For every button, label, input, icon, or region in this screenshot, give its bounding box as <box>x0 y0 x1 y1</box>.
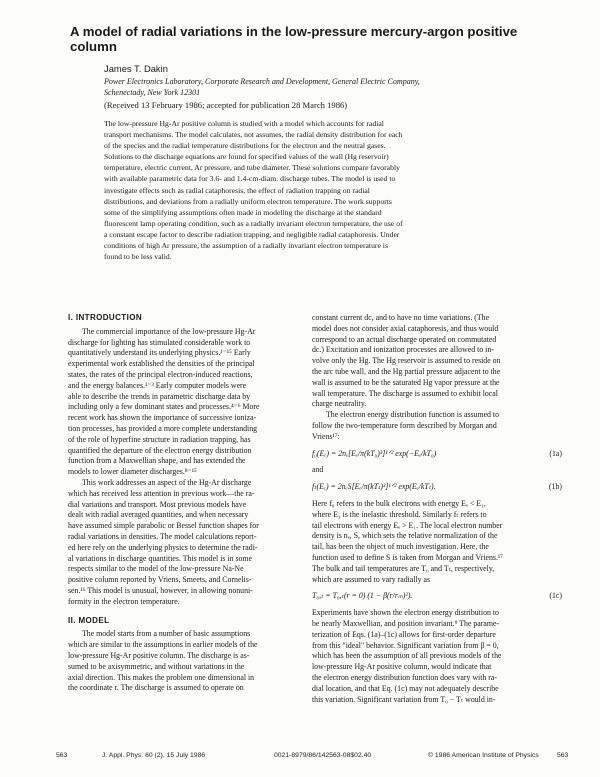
text-line: able to describe the trends in parametric discharge data by <box>68 391 251 401</box>
affiliation-line: Power Electronics Laboratory, Corporate Research and Development, General Electric Company, <box>104 77 420 86</box>
text-line: of the role of hyperfine structure in radiation trapping, has <box>68 434 251 444</box>
affiliation <box>104 76 524 98</box>
abstract-line: fluorescent lamp operating condition, such as a radially invariant electron temperature, the use of <box>104 218 403 228</box>
equation-1a <box>312 449 562 460</box>
text-line: recent work has shown the importance of successive ioniza- <box>68 413 257 423</box>
text-line: tail, has been the object of much investigation. Here, the <box>312 542 489 552</box>
abstract-line: The low-pressure Hg-Ar positive column is studied with a model which accounts for radial <box>104 119 384 128</box>
equation-text: fₜ(Eₑ) = 2nₑS[Eₑ/π(kTₜ)³]¹ᐟ² exp(Eₑ/kTₜ). <box>312 482 436 492</box>
text-line: Here f₀ refers to the bulk electrons with energy Eₑ < E₁, <box>312 498 486 508</box>
text-line: the electron energy distribution function does vary with ra- <box>312 672 498 682</box>
text-line: models to lower diameter discharges.⁸⁻¹⁵ <box>68 467 197 477</box>
text-line: formity in the electron temperature. <box>68 596 180 606</box>
text-line: the coordinate r. The discharge is assumed to operate on <box>68 683 244 693</box>
text-line: dc.) Excitation and ionization processes are allowed to in- <box>312 345 494 355</box>
paper-title: A model of radial variations in the low-pressure mercury-argon positive column <box>70 24 518 54</box>
text-line: this variation. Significant variation from T₀ − Tₜ would in- <box>312 694 496 704</box>
text-line: tion processes, has provided a more complete understanding <box>68 423 258 433</box>
text-line: which are similar to the assumptions in earlier models of the <box>68 640 258 650</box>
equation-text: T₀,ₜ = T₀,ₜ(r = 0) (1 − β(r/rₘ)²). <box>312 591 413 601</box>
text-line: the arc tube wall, and the Hg partial pressure adjacent to the <box>312 366 501 376</box>
text-line: terization of Eqs. (1a)–(1c) allows for first-order departure <box>312 629 496 639</box>
text-line: dial variations and transport. Most previous models have <box>68 499 247 509</box>
equation-1c <box>312 591 562 602</box>
text-line: Experiments have shown the electron energy distribution to <box>312 608 499 618</box>
equation-number: (1b) <box>548 482 562 492</box>
text-line: have assumed simple parabolic or Bessel function shapes for <box>68 521 259 531</box>
text-line: correspond to an actual discharge operated on commutated <box>312 334 497 344</box>
text-line: quantified the departure of the electron energy distribution <box>68 445 252 455</box>
author-name: James T. Dakin <box>104 63 168 74</box>
text-line: Vriens¹⁷: <box>312 431 340 441</box>
text-line: volve only the Hg. The Hg reservoir is assumed to reside on <box>312 356 501 366</box>
text-line: low-pressure Hg-Ar positive column, would indicate that <box>312 662 492 672</box>
text-line: from this "ideal" behavior. Significant variation from β = 0, <box>312 640 499 650</box>
text-line: discharge for lighting has stimulated considerable work to <box>68 337 251 347</box>
text-line: density is nₑ, S, which sets the relative normalization of the <box>312 531 498 541</box>
text-line: The model starts from a number of basic assumptions <box>82 629 251 639</box>
abstract-line: conditions of high Ar pressure, the assumption of a radially invariant electron temperature is <box>104 241 388 251</box>
text-line: where E₁ is the inelastic threshold. Similarly fₜ refers to <box>312 509 487 519</box>
equation-text: f₀(Eₑ) = 2nₑ[Eₑ/π(kT₀)³]¹ᐟ² exp(−Eₑ/kT₀) <box>312 448 437 458</box>
text-line: The bulk and tail temperatures are T₀ and Tₜ, respectively, <box>312 563 495 573</box>
right-column <box>312 313 562 705</box>
text-line: tail electrons with energy Eₑ > E₁. The local electron number <box>312 520 503 530</box>
text-line: model does not consider axial cataphoresis, and thus would <box>312 323 499 333</box>
text-line: dealt with radial averaged quantities, and when necessary <box>68 510 249 520</box>
text-line: which has received less attention in previous work—the ra- <box>68 488 255 498</box>
abstract-line: found to be less valid. <box>104 252 172 262</box>
text-line: follow the two-temperature form described by Morgan and <box>312 420 497 430</box>
copyright-notice: © 1986 American Institute of Physics <box>428 752 539 759</box>
equation-1b <box>312 482 562 493</box>
text-line: constant current dc, and to have no time variations. (The <box>312 313 490 322</box>
section-heading-introduction: I. INTRODUCTION <box>68 313 142 322</box>
abstract-line: with available parametric data for 3.6- and 1.4-cm-diam. discharge tubes. The model is used to <box>104 174 396 184</box>
text-line: low-pressure Hg-Ar positive column. The discharge is as- <box>68 650 250 660</box>
text-line: sumed to be axisymmetric, and without variations in the <box>68 661 245 671</box>
journal-citation: J. Appl. Phys. 60 (2), 15 July 1986 <box>102 752 206 759</box>
text-line: quantitatively understand its underlying physics.¹⁻¹⁵ Early <box>68 348 251 358</box>
text-line: ed here rely on the underlying physics to determine the radi- <box>68 542 258 552</box>
affiliation-line: Schenectady, New York 12301 <box>104 88 201 97</box>
received-date: (Received 13 February 1986; accepted for publication 28 March 1986) <box>104 100 348 110</box>
abstract-line: temperature, electric current, Ar pressure, and tube diameter. These solutions compare favorably <box>104 163 400 173</box>
left-column <box>68 313 307 694</box>
abstract-line: distributions, and deviations from a radially uniform electron temperature. The work supports <box>104 196 392 206</box>
text-line: which has been the assumption of all previous models of the <box>312 651 502 661</box>
text-line: positive column reported by Vriens, Smeets, and Cornelis- <box>68 575 252 585</box>
abstract-line: a constant escape factor to describe radiation trapping, and negligible radial cataphoresis. Under <box>104 229 400 239</box>
abstract-line: Solutions to the discharge equations are found for specified values of the wall (Hg reservoir) <box>104 152 389 162</box>
text-line: radial variations in densities. The model calculations report- <box>68 531 257 541</box>
section-heading-model: II. MODEL <box>68 615 110 625</box>
text-line: dial location, and that Eq. (1c) may not adequately describe <box>312 683 499 693</box>
text-line: states, the rates of the principal electron-induced reactions, <box>68 369 253 379</box>
equation-number: (1a) <box>549 448 562 458</box>
text-line: function used to define S is taken from Morgan and Vriens.¹⁷ <box>312 552 504 562</box>
text-line: which are assumed to vary radially as <box>312 574 431 584</box>
text-line: The electron energy distribution function is assumed to <box>326 410 500 420</box>
text-line: function from a Maxwellian shape, and has extended the <box>68 456 246 466</box>
text-line: including only a few dominant states and processes.⁴⁻⁶ More <box>68 402 260 412</box>
equation-number: (1c) <box>549 591 562 601</box>
page-number-right: 563 <box>557 752 569 759</box>
text-line: axial direction. This makes the problem one dimensional in <box>68 672 255 682</box>
text-line: al variations in discharge quantities. This model is in some <box>68 553 253 563</box>
abstract-line: transport mechanisms. The model calculates, not assumes, the radial density distribution for each <box>104 130 403 140</box>
text-line: wall temperature. The discharge is assumed to exhibit local <box>312 388 498 398</box>
abstract-line: investigate effects such as radial cataphoresis, the effect of radiation trapping on radial <box>104 185 370 195</box>
abstract-line: of the species and the radial temperature distributions for the electron and the neutral gases. <box>104 141 386 151</box>
page-number-left: 563 <box>56 752 68 759</box>
abstract <box>104 118 508 262</box>
abstract-line: some of the simplifying assumptions often made in modeling the discharge at the standard <box>104 207 382 217</box>
text-line: This work addresses an aspect of the Hg-Ar discharge <box>82 477 252 487</box>
article-code: 0021-8979/86/142563-08$02.40 <box>274 752 372 759</box>
page-footer <box>0 752 600 764</box>
text-line: respects similar to the model of the low-pressure Na-Ne <box>68 564 244 574</box>
equation-connector: and <box>312 465 324 475</box>
text-line: sen.¹⁶ This model is unusual, however, in allowing nonuni- <box>68 585 253 595</box>
text-line: and the energy balances.¹⁻³ Early computer models were <box>68 380 247 390</box>
text-line: The commercial importance of the low-pressure Hg-Ar <box>82 326 256 336</box>
text-line: wall is assumed to be the saturated Hg vapor pressure at the <box>312 377 500 387</box>
text-line: be nearly Maxwellian, and position invariant.⁹ The parame- <box>312 618 500 628</box>
text-line: charge neutrality. <box>312 399 367 409</box>
text-line: experimental work established the densities of the principal <box>68 359 255 369</box>
